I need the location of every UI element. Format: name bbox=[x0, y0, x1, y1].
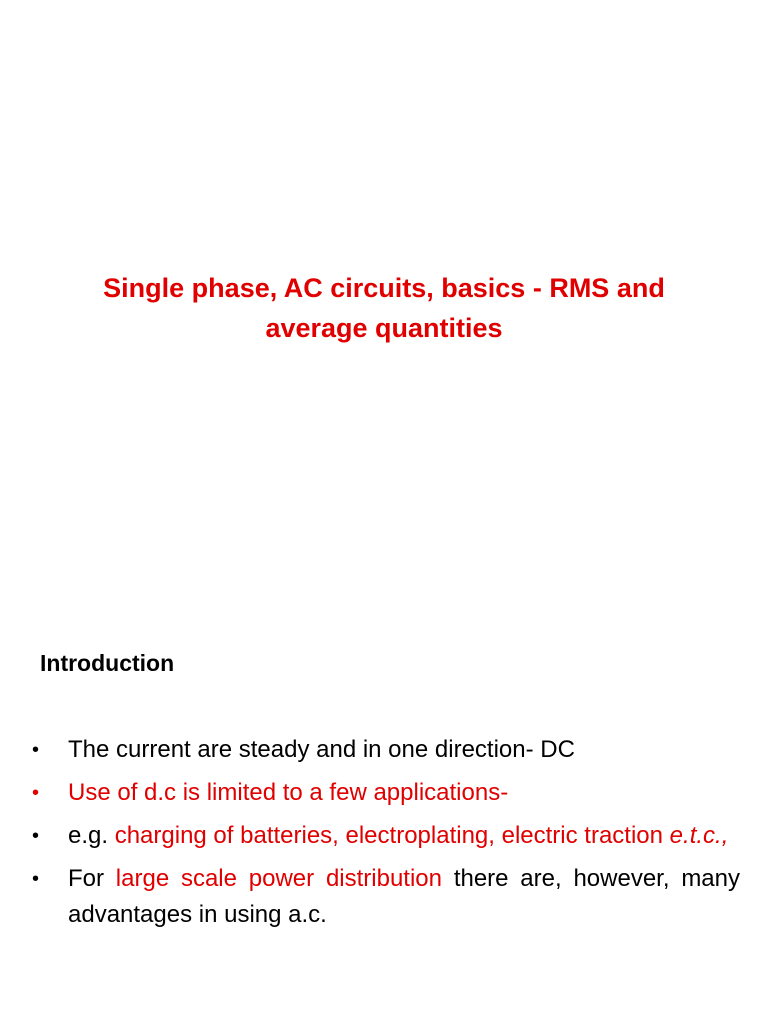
bullet-text: The current are steady and in one direction- DC bbox=[68, 736, 575, 763]
section-heading: Introduction bbox=[40, 650, 175, 676]
bullet-item-dc-definition bbox=[28, 732, 740, 768]
bullet-icon: • bbox=[32, 825, 40, 847]
bullet-item-examples bbox=[28, 818, 740, 854]
bullet-icon: • bbox=[32, 868, 40, 890]
bullet-list bbox=[28, 732, 740, 940]
bullet-icon: • bbox=[32, 739, 40, 761]
bullet-prefix: e.g. bbox=[68, 822, 109, 849]
bullet-icon: • bbox=[32, 782, 40, 804]
bullet-highlight: large scale power distribution bbox=[115, 865, 443, 892]
bullet-item-dc-limited bbox=[28, 775, 740, 811]
title-line-1: Single phase, AC circuits, basics - RMS and bbox=[103, 273, 665, 303]
slide-title bbox=[60, 268, 708, 348]
bullet-highlight: charging of batteries, electroplating, electric traction bbox=[114, 822, 663, 849]
title-line-2: average quantities bbox=[265, 313, 503, 343]
bullet-italic: e.t.c., bbox=[669, 822, 729, 849]
bullet-item-ac-advantages bbox=[28, 861, 740, 933]
bullet-prefix: For bbox=[68, 865, 104, 892]
bullet-suffix: there are, however, many advantages in using a.c. bbox=[68, 865, 741, 928]
bullet-text: Use of d.c is limited to a few applications- bbox=[68, 779, 509, 806]
